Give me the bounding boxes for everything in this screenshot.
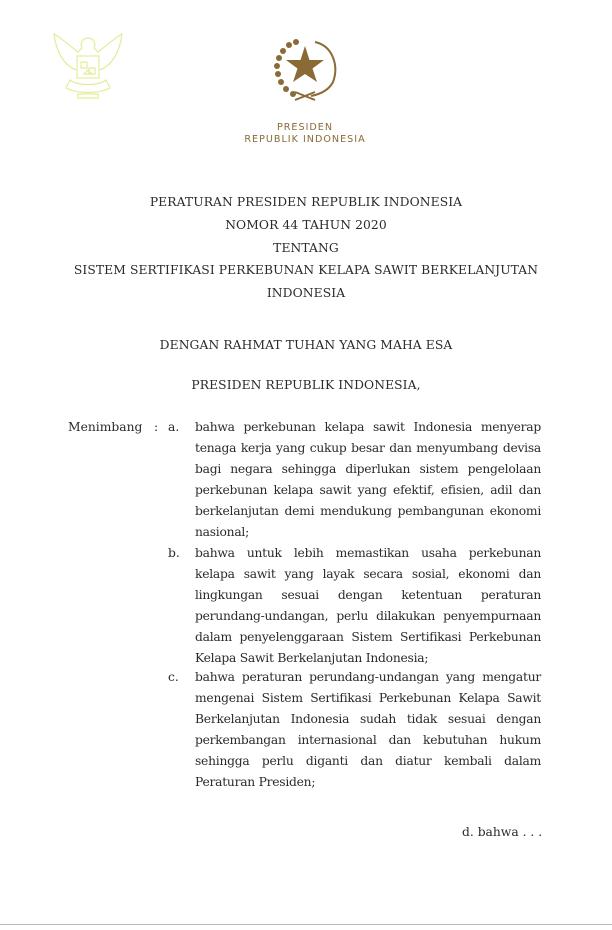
item-text-line: Berkelanjutan Indonesia sudah tidak sesuai dengan — [195, 712, 541, 726]
item-letter: c. — [168, 670, 179, 684]
item-text-line: berkelanjutan demi mendukung pembangunan ekonomi — [195, 504, 541, 518]
page-edge-line — [0, 924, 612, 925]
president-line: PRESIDEN REPUBLIK INDONESIA, — [191, 378, 421, 392]
continuation-note: d. bahwa . . . — [462, 825, 543, 839]
item-text-line: Peraturan Presiden; — [195, 775, 316, 789]
menimbang-colon: : — [154, 420, 159, 434]
item-text-line: bahwa peraturan perundang-undangan yang mengatur — [195, 670, 541, 684]
item-text-line: bagi negara sehingga diperlukan sistem pengelolaan — [195, 462, 541, 476]
item-letter: b. — [168, 546, 180, 560]
item-text-line: bahwa untuk lebih memastikan usaha perkebunan — [195, 546, 541, 560]
item-text-line: sehingga perlu diganti dan diatur kembali dalam — [195, 754, 541, 768]
seal-caption-line2: REPUBLIK INDONESIA — [244, 134, 366, 145]
document-number: NOMOR 44 TAHUN 2020 — [225, 218, 387, 232]
presidential-seal — [265, 30, 345, 105]
garuda-emblem — [48, 30, 128, 102]
item-text-line: tenaga kerja yang cukup besar dan menyumbang devisa — [195, 441, 541, 455]
item-text-line: Kelapa Sawit Berkelanjutan Indonesia; — [195, 651, 429, 665]
item-text-line: lingkungan sesuai dengan ketentuan peraturan — [195, 588, 541, 602]
document-title: PERATURAN PRESIDEN REPUBLIK INDONESIA — [149, 195, 463, 209]
document-subject: SISTEM SERTIFIKASI PERKEBUNAN KELAPA SAWIT BERKELANJUTAN — [73, 263, 539, 277]
item-text-line: nasional; — [195, 525, 249, 539]
item-text-line: perkembangan internasional dan kebutuhan hukum — [195, 733, 541, 747]
rahmat-line: DENGAN RAHMAT TUHAN YANG MAHA ESA — [159, 338, 453, 352]
document-tentang: TENTANG — [273, 241, 339, 255]
seal-caption-line1: PRESIDEN — [276, 122, 334, 133]
item-text-line: bahwa perkebunan kelapa sawit Indonesia menyerap — [195, 420, 541, 434]
item-text-line: perundang-undangan, perlu dilakukan penyempurnaan — [195, 609, 541, 623]
document-subject-cont: INDONESIA — [266, 286, 346, 300]
item-text-line: perkebunan kelapa sawit yang efektif, efisien, adil dan — [195, 483, 541, 497]
item-letter: a. — [168, 420, 180, 434]
item-text-line: kelapa sawit yang layak secara sosial, ekonomi dan — [195, 567, 541, 581]
item-text-line: dalam penyelenggaraan Sistem Sertifikasi Perkebunan — [195, 630, 541, 644]
item-text-line: mengenai Sistem Sertifikasi Perkebunan Kelapa Sawit — [195, 691, 541, 705]
menimbang-label: Menimbang — [68, 420, 143, 434]
